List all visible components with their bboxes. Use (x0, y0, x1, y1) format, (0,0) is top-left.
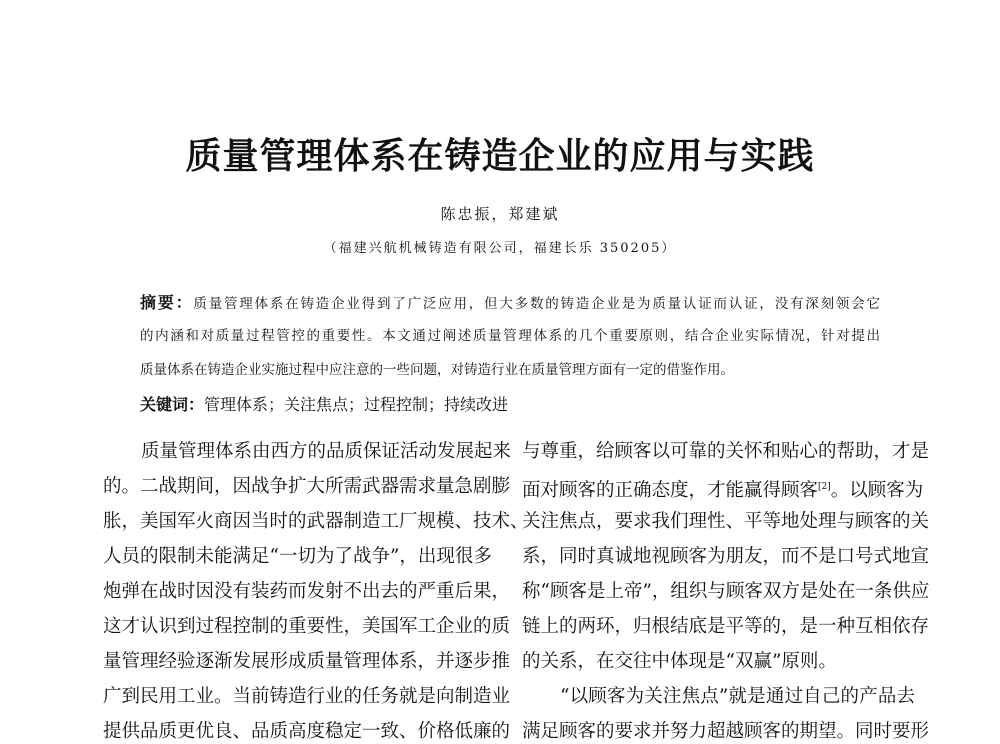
body-line: 提供品质更优良、品质高度稳定一致、价格低廉的 (103, 721, 511, 742)
body-line: 广到民用工业。当前铸造行业的任务就是向制造业 (103, 686, 511, 707)
authors: 陈忠振，郑建斌 (440, 205, 560, 223)
abstract-line: 摘要：质量管理体系在铸造企业得到了广泛应用，但大多数的铸造企业是为质量认证而认证，没有深刻领会它 (140, 293, 880, 312)
body-line: 关注焦点，要求我们理性、平等地处理与顾客的关 (522, 511, 930, 532)
body-line: 胀，美国军火商因当时的武器制造工厂规模、技术、 (103, 511, 529, 532)
body-line: 链上的两环，归根结底是平等的，是一种互相依存 (522, 616, 930, 637)
body-line: 量管理经验逐渐发展形成质量管理体系，并逐步推 (103, 651, 511, 672)
body-line: 系，同时真诚地视顾客为朋友，而不是口号式地宣 (522, 546, 930, 567)
body-line: 的关系，在交往中体现是“双赢”原则。 (522, 651, 837, 672)
body-line: 面对顾客的正确态度，才能赢得顾客[2]。以顾客为 (522, 480, 924, 502)
body-line: 炮弹在战时因没有装药而发射不出去的严重后果， (103, 581, 511, 602)
body-line: “以顾客为关注焦点”就是通过自己的产品去 (560, 686, 915, 707)
body-line: 质量管理体系由西方的品质保证活动发展起来 (141, 441, 512, 462)
body-line: 称“顾客是上帝”，组织与顾客双方是处在一条供应 (522, 581, 930, 602)
keywords-label: 关键词： (140, 395, 205, 414)
body-line: 人员的限制未能满足“一切为了战争”，出现很多 (103, 546, 492, 567)
body-line: 与尊重，给顾客以可靠的关怀和贴心的帮助，才是 (522, 441, 930, 462)
abstract-line: 的内涵和对质量过程管控的重要性。本文通过阐述质量管理体系的几个重要原则，结合企业实际情况，针对提出 (140, 328, 880, 344)
citation-ref: [2] (818, 482, 831, 492)
body-line: 满足顾客的要求并努力超越顾客的期望。同时要形 (522, 721, 930, 742)
paper-title: 质量管理体系在铸造企业的应用与实践 (185, 136, 815, 177)
body-line: 的。二战期间，因战争扩大所需武器需求量急剧膨 (103, 476, 511, 497)
keywords: 关键词：管理体系；关注焦点；过程控制；持续改进 (140, 395, 509, 414)
body-line: 这才认识到过程控制的重要性，美国军工企业的质 (103, 616, 511, 637)
affiliation: （福建兴航机械铸造有限公司，福建长乐 350205） (323, 241, 677, 256)
abstract-line: 质量体系在铸造企业实施过程中应注意的一些问题，对铸造行业在质量管理方面有一定的借鉴作用。 (140, 362, 734, 378)
abstract-label: 摘要： (140, 293, 194, 312)
